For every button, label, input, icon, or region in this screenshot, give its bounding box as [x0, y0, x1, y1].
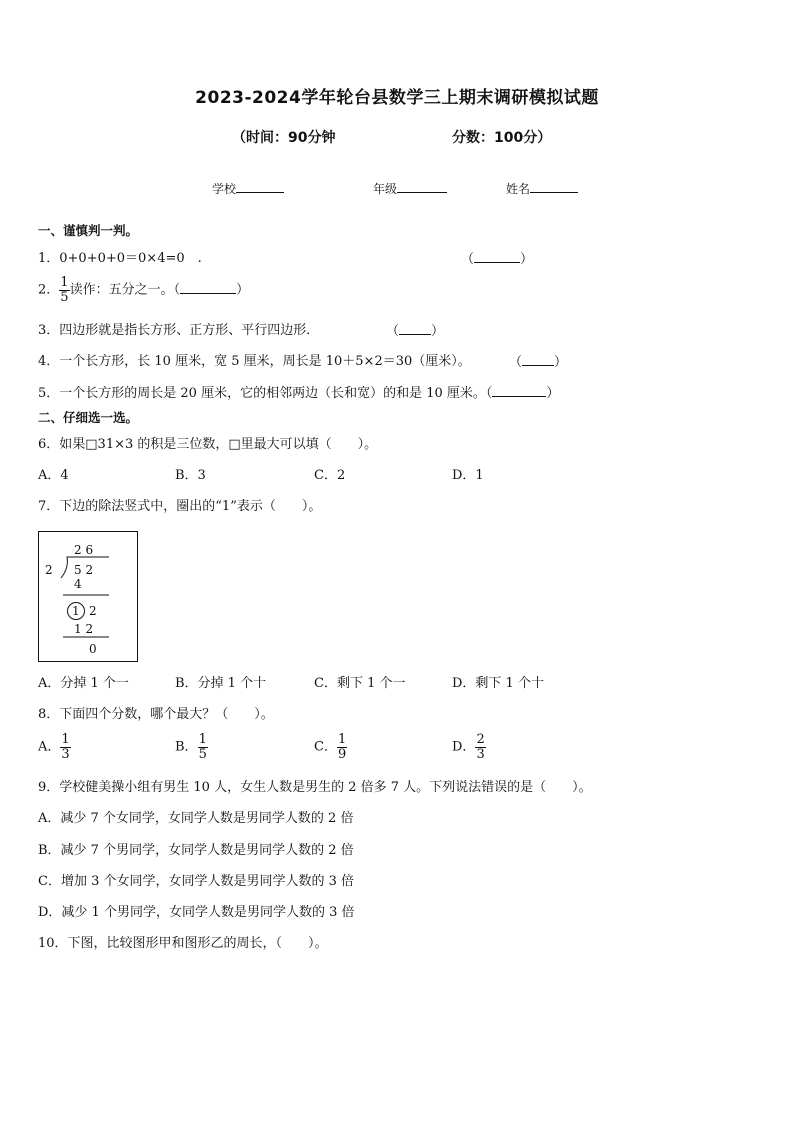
question-6: 6．如果□31×3 的积是三位数，□里最大可以填（ ）。	[38, 437, 378, 452]
quotient: 2 6	[74, 543, 94, 557]
q7-option-c[interactable]: C．剩下 1 个一	[314, 676, 406, 691]
q6-option-a[interactable]: A．4	[38, 468, 69, 483]
q7-option-a[interactable]: A．分掉 1 个一	[38, 676, 129, 691]
answer-blank-2[interactable]	[180, 283, 236, 294]
q9-option-b[interactable]: B．减少 7 个男同学，女同学人数是男同学人数的 2 倍	[38, 843, 354, 858]
circled-digit: 1	[72, 604, 80, 618]
grade-blank[interactable]	[397, 182, 447, 193]
fraction-one-fifth: $\frac{1}{5}$	[60, 275, 69, 305]
page-title: 2023-2024学年轮台县数学三上期末调研模拟试题	[195, 88, 599, 108]
grade-field	[373, 182, 447, 195]
q9-option-d[interactable]: D．减少 1 个男同学，女同学人数是男同学人数的 3 倍	[38, 905, 355, 920]
school-field	[212, 182, 284, 195]
q6-option-c[interactable]: C．2	[314, 468, 346, 483]
q8-option-c[interactable]: C． $\frac{1}{9}$	[314, 732, 347, 762]
score-label: 分数：100分）	[452, 130, 552, 146]
first-product: 4	[74, 577, 82, 591]
q7-option-d[interactable]: D．剩下 1 个十	[452, 676, 544, 691]
school-blank[interactable]	[236, 182, 284, 193]
time-label: （时间：90分钟	[232, 130, 336, 146]
question-10: 10．下图，比较图形甲和图形乙的周长，（ ）。	[38, 936, 328, 951]
q6-option-d[interactable]: D．1	[452, 468, 484, 483]
q9-option-c[interactable]: C．增加 3 个女同学，女同学人数是男同学人数的 3 倍	[38, 874, 355, 889]
section-1-heading: 一、谨慎判一判。	[38, 223, 139, 238]
question-4: 4．一个长方形，长 10 厘米，宽 5 厘米，周长是 10＋5×2＝30（厘米）。	[38, 354, 471, 369]
name-label: 姓名	[506, 182, 531, 196]
question-5: 5．一个长方形的周长是 20 厘米，它的相邻两边（长和宽）的和是 10 厘米。（ ）	[38, 386, 560, 401]
answer-paren-3[interactable]: （ ）	[386, 324, 445, 339]
dividend: 5 2	[74, 563, 94, 577]
grade-label: 年级	[373, 182, 398, 196]
q6-option-b[interactable]: B．3	[175, 468, 206, 483]
q7-option-b[interactable]: B．分掉 1 个十	[175, 676, 267, 691]
remainder: 0	[89, 642, 97, 656]
q8-option-b[interactable]: B． $\frac{1}{5}$	[175, 732, 207, 762]
answer-blank-5[interactable]	[492, 386, 546, 397]
school-label: 学校	[212, 182, 237, 196]
question-3: 3．四边形就是指长方形、正方形、平行四边形．	[38, 323, 320, 338]
q8-option-a[interactable]: A． $\frac{1}{3}$	[38, 732, 70, 762]
answer-paren-1[interactable]: （ ）	[461, 252, 534, 267]
brought-down-digit: 2	[89, 604, 97, 618]
q8-option-d[interactable]: D． $\frac{2}{3}$	[452, 732, 485, 762]
question-7: 7．下边的除法竖式中，圈出的“1”表示（ ）。	[38, 499, 322, 514]
question-2: 2． $\frac{1}{5}$ 读作：五分之一。（ ）	[38, 275, 250, 305]
question-1: 1．0+0+0+0＝0×4=0 .	[38, 251, 202, 266]
long-division-figure	[38, 531, 138, 662]
second-product: 1 2	[74, 622, 94, 636]
q9-option-a[interactable]: A．减少 7 个女同学，女同学人数是男同学人数的 2 倍	[38, 811, 354, 826]
answer-paren-4[interactable]: （ ）	[509, 355, 568, 370]
name-field	[506, 182, 578, 195]
question-9: 9．学校健美操小组有男生 10 人，女生人数是男生的 2 倍多 7 人。下列说法错误的是（ ）。	[38, 780, 592, 795]
section-2-heading: 二、仔细选一选。	[38, 410, 139, 425]
name-blank[interactable]	[530, 182, 578, 193]
divisor: 2	[45, 563, 53, 577]
question-8: 8．下面四个分数，哪个最大？（ ）。	[38, 707, 274, 722]
